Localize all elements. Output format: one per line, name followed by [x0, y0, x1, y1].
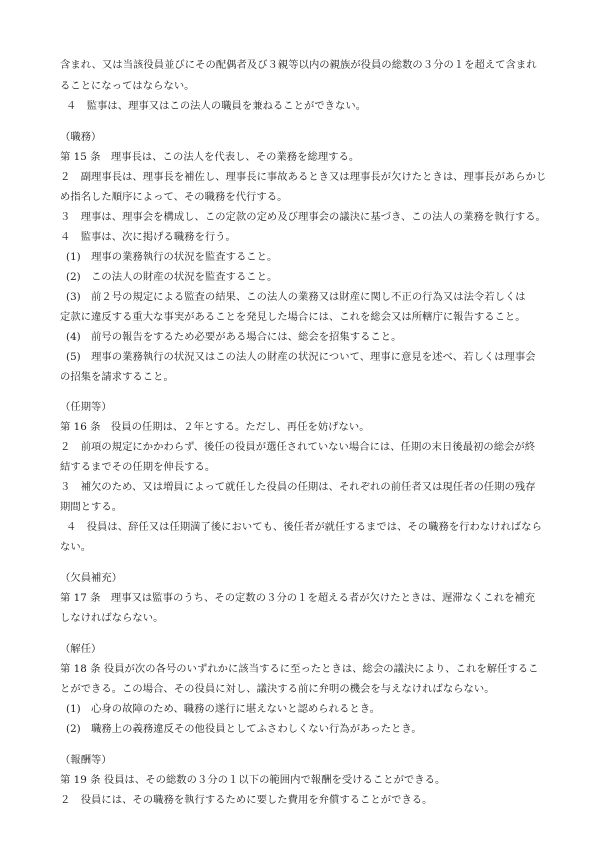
text-line: ３ 補欠のため、又は増員によって就任した役員の任期は、それぞれの前任者又は現任者の任期の残存	[60, 481, 536, 493]
text-line: (2) この法人の財産の状況を監査すること。	[66, 271, 278, 283]
text-line: (1) 理事の業務執行の状況を監査すること。	[66, 251, 278, 263]
text-line: の招集を請求すること。	[60, 371, 174, 383]
text-line: (1) 心身の故障のため、職務の遂行に堪えないと認められるとき。	[66, 703, 380, 715]
text-line: (2) 職務上の義務違反その他役員としてふさわしくない行為があったとき。	[66, 723, 422, 735]
text-line: （解任）	[60, 643, 102, 655]
text-line: ２ 副理事長は、理事長を補佐し、理事長に事故あるとき又は理事長が欠けたときは、理事長があらかじ	[60, 171, 547, 183]
text-line: ることになってはならない。	[60, 80, 195, 92]
text-line: ３ 理事は、理事会を構成し、この定款の定め及び理事会の議決に基づき、この法人の業務を執行する。	[60, 211, 546, 223]
text-line: （報酬等）	[60, 754, 112, 766]
text-line: (4) 前号の報告をするため必要がある場合には、総会を招集すること。	[66, 331, 402, 343]
text-line: 含まれ、又は当該役員並びにその配偶者及び３親等以内の親族が役員の総数の３分の１を超えて含まれ	[60, 59, 537, 71]
text-line: （職務）	[60, 131, 102, 143]
text-line: ２ 役員には、その職務を執行するために要した費用を弁償することができる。	[60, 794, 433, 806]
text-line: ４ 監事は、理事又はこの法人の職員を兼ねることができない。	[66, 100, 367, 112]
text-line: （欠員補充）	[60, 572, 123, 584]
text-line: 結するまでその任期を伸長する。	[60, 461, 216, 473]
text-line: しなければならない。	[60, 612, 164, 624]
text-line: とができる。この場合、その役員に対し、議決する前に弁明の機会を与えなければならない。	[60, 683, 495, 695]
text-line: 第 18 条 役員が次の各号のいずれかに該当するに至ったときは、総会の議決により、これを解任するこ	[60, 663, 539, 675]
text-line: 第 19 条 役員は、その総数の３分の１以下の範囲内で報酬を受けることができる。	[60, 774, 446, 786]
text-line: ２ 前項の規定にかかわらず、後任の役員が選任されていない場合には、任期の末日後最初の総会が終	[60, 441, 536, 453]
text-line: 第 16 条 役員の任期は、２年とする。ただし、再任を妨げない。	[60, 421, 370, 433]
text-line: ４ 役員は、辞任又は任期満了後においても、後任者が就任するまでは、その職務を行わなければなら	[66, 521, 542, 533]
text-line: 第 15 条 理事長は、この法人を代表し、その業務を総理する。	[60, 151, 360, 163]
text-line: (5) 理事の業務執行の状況又はこの法人の財産の状況について、理事に意見を述べ、若しくは理事会	[66, 351, 536, 363]
text-line: (3) 前２号の規定による監査の結果、この法人の業務又は財産に関し不正の行為又は法令若しくは	[66, 291, 526, 303]
text-line: ない。	[60, 541, 92, 553]
text-line: め指名した順序によって、その職務を代行する。	[60, 191, 288, 203]
text-line: 定款に違反する重大な事実があることを発見した場合には、これを総会又は所轄庁に報告すること。	[60, 311, 526, 323]
text-line: 期間とする。	[60, 501, 123, 513]
text-line: 第 17 条 理事又は監事のうち、その定数の３分の１を超える者が欠けたときは、遅滞なくこれを補充	[60, 592, 536, 604]
text-line: ４ 監事は、次に掲げる職務を行う。	[60, 231, 236, 243]
text-line: （任期等）	[60, 401, 112, 413]
